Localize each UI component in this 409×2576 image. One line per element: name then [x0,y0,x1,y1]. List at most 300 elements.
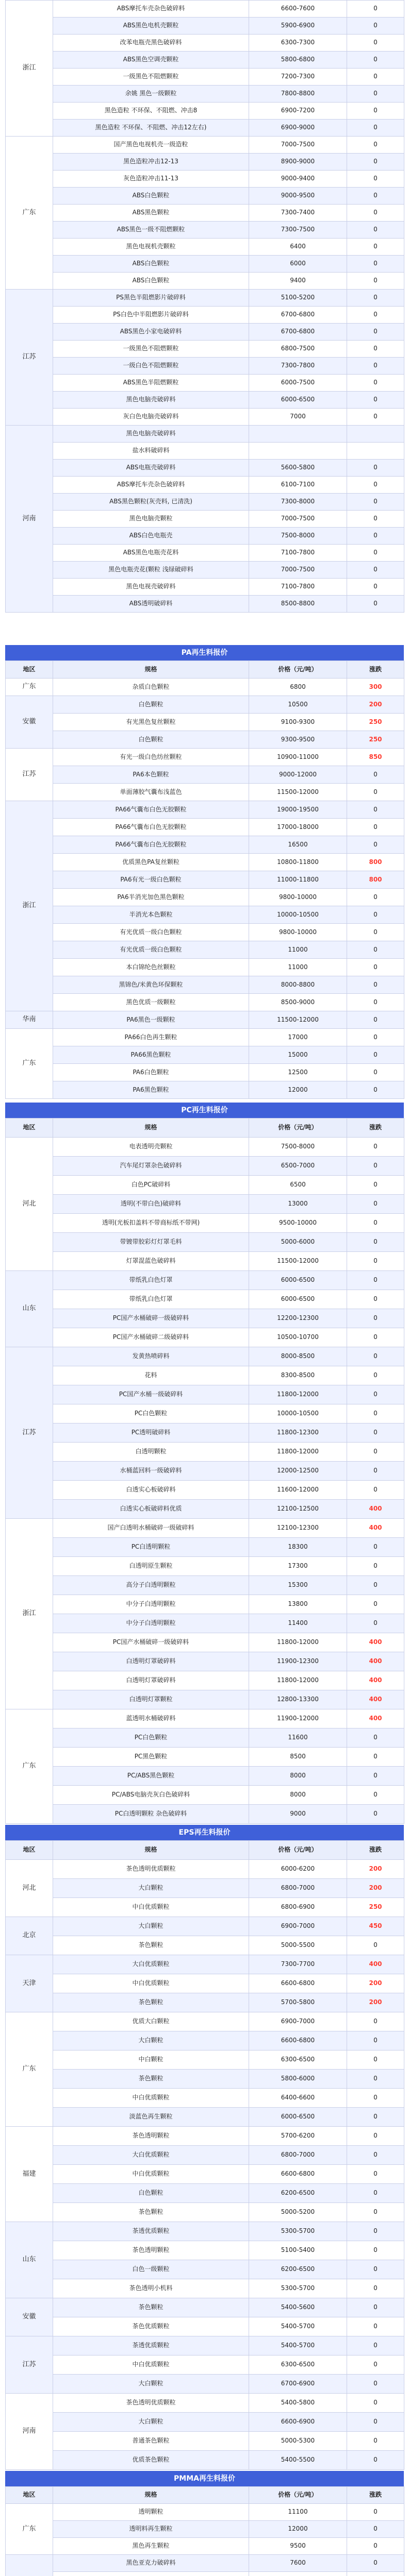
change-cell: 0 [347,290,404,307]
change-cell: 400 [347,1690,404,1709]
eps-header-cell: 规格 [53,1841,249,1860]
price-cell: 11500-12000 [249,1252,347,1271]
spec-cell: 国产黑色电视机壳一级造粒 [53,137,249,154]
spec-cell: PC白色颗粒 [53,1728,249,1748]
spec-cell: 半消光本色颗粒 [53,906,249,924]
spec-cell: 透明(光板扣盖料不带商标纸不带网) [53,1214,249,1233]
change-cell: 0 [347,1214,404,1233]
price-cell: 13800 [249,1595,347,1614]
spec-cell: 黑色造粒 不环保、不阻燃、冲击8 [53,103,249,120]
spec-cell: ABS白色颗粒 [53,188,249,205]
change-cell: 400 [347,1955,404,1974]
change-cell: 0 [347,2413,404,2432]
table-row [6,596,404,613]
change-cell: 0 [347,1233,404,1252]
table-row [6,1557,404,1576]
pmma-header-row [6,2487,404,2504]
table-row [6,324,404,341]
eps-section [5,1825,404,2470]
spec-cell: 一级白色不阻燃颗粒 [53,358,249,375]
price-cell: 6000-6500 [249,392,347,409]
table-row [6,392,404,409]
price-cell: 7500-8000 [249,1138,347,1157]
change-cell: 0 [347,1029,404,1046]
price-cell: 6800-7500 [249,341,347,358]
table-row [6,1157,404,1176]
table-row [6,2538,404,2555]
price-cell: 9500-10000 [249,1214,347,1233]
spec-cell: PS白色中半阻燃影片破碎料 [53,307,249,324]
table-row [6,2089,404,2108]
eps-section-title [5,1825,404,1840]
table-row [6,2070,404,2089]
table-row [6,256,404,273]
spec-cell: 中白优质颗粒 [53,1898,249,1917]
price-cell: 5000-5200 [249,2203,347,2222]
price-cell: 11900-12300 [249,1652,347,1671]
spec-cell: 大白颗粒 [53,2375,249,2394]
change-cell: 0 [347,86,404,103]
price-cell: 5100-5400 [249,2241,347,2260]
spec-cell: 中白优质颗粒 [53,2089,249,2108]
price-cell: 11800-12000 [249,1443,347,1462]
spec-cell: 茶色透明颗粒 [53,2127,249,2146]
region-cell: 广东 [6,679,53,696]
table-row [6,375,404,392]
table-row [6,836,404,854]
pmma-section-title [5,2471,404,2486]
price-cell [249,2572,347,2576]
table-row [6,307,404,324]
change-cell: 0 [347,1046,404,1064]
table-row [6,2165,404,2184]
table-row [6,2355,404,2375]
change-cell: 450 [347,1917,404,1936]
change-cell: 0 [347,2127,404,2146]
spec-cell: 茶色颗粒 [53,2070,249,2089]
change-cell: 0 [347,1614,404,1633]
table-row [6,994,404,1011]
spec-cell: 优质黑色PA复丝颗粒 [53,854,249,871]
spec-cell: 淡蓝色再生颗粒 [53,2108,249,2127]
change-cell: 0 [347,579,404,596]
change-cell: 0 [347,959,404,976]
price-cell: 7300-8000 [249,494,347,511]
price-cell: 9500 [249,2538,347,2555]
spec-cell: 本白锦纶色丝颗粒 [53,959,249,976]
table-row [6,1993,404,2012]
price-cell: 17300 [249,1557,347,1576]
price-cell: 6000-6200 [249,1860,347,1879]
pa-header-cell: 价格（元/吨） [249,661,347,679]
table-row [6,1443,404,1462]
change-cell: 300 [347,679,404,696]
pmma-price-table [5,2486,404,2576]
spec-cell: 大白优质颗粒 [53,1955,249,1974]
pc-header-cell: 地区 [6,1118,53,1138]
table-row [6,409,404,426]
spec-cell [53,2572,249,2576]
pc-section [5,1103,404,1824]
price-cell: 12000-12500 [249,1462,347,1481]
region-cell: 广东 [6,2012,53,2127]
spec-cell: 白色颗粒 [53,2184,249,2203]
change-cell: 0 [347,2089,404,2108]
price-cell: 7800-8800 [249,86,347,103]
spec-cell: 水桶蓝回料一级破碎料 [53,1462,249,1481]
spec-cell: 优质大白颗粒 [53,2012,249,2031]
table-row [6,171,404,188]
change-cell: 0 [347,2031,404,2050]
price-cell: 8000-8800 [249,976,347,994]
change-cell: 0 [347,1423,404,1443]
table-row [6,1385,404,1404]
spec-cell: 白色一级颗粒 [53,2260,249,2279]
table-row [6,154,404,171]
change-cell: 200 [347,696,404,714]
table-row [6,2394,404,2413]
change-cell: 0 [347,2336,404,2355]
table-row [6,562,404,579]
table-row [6,290,404,307]
spec-cell: ABS黑色颗粒(灰壳料, 已清洗) [53,494,249,511]
table-row [6,1805,404,1824]
table-row [6,1366,404,1385]
spec-cell: PA6黑色颗粒 [53,1081,249,1099]
table-row [6,1081,404,1099]
spec-cell: 国产白透明水桶破碎一级破碎料 [53,1519,249,1538]
table-row [6,2504,404,2521]
region-cell: 浙江 [6,1,53,137]
price-cell: 12500 [249,1064,347,1081]
table-row [6,749,404,766]
change-cell: 0 [347,1786,404,1805]
price-cell: 5300-5700 [249,2222,347,2241]
price-cell: 7000-7500 [249,562,347,579]
price-cell: 11000 [249,959,347,976]
spec-cell: PA66白色再生颗粒 [53,1029,249,1046]
price-cell [249,426,347,443]
pc-header-cell: 涨跌 [347,1118,404,1138]
spec-cell: 带镀带胶彩灯灯罩毛料 [53,1233,249,1252]
change-cell: 0 [347,2394,404,2413]
table-row [6,2375,404,2394]
change-cell: 0 [347,1366,404,1385]
table-row [6,2184,404,2203]
change-cell: 0 [347,171,404,188]
change-cell: 0 [347,409,404,426]
change-cell: 0 [347,836,404,854]
spec-cell: 大白颗粒 [53,2031,249,2050]
eps-price-table [5,1840,404,2470]
change-cell: 0 [347,2203,404,2222]
table-row [6,205,404,222]
price-cell: 11800-12000 [249,1671,347,1690]
spec-cell: ABS电瓶壳破碎料 [53,460,249,477]
region-cell: 浙江 [6,801,53,1011]
table-row [6,2012,404,2031]
region-cell: 河北 [6,1860,53,1917]
table-row [6,1538,404,1557]
spec-cell: 灰色造粒冲击11-13 [53,171,249,188]
price-cell: 10800-11800 [249,854,347,871]
spec-cell: ABS摩托车壳杂色破碎料 [53,1,249,18]
region-cell: 江苏 [6,2336,53,2394]
table-row [6,2260,404,2279]
price-cell: 10900-11000 [249,749,347,766]
spec-cell: 黑色造粒 不环保、不阻燃、冲击12左右) [53,120,249,137]
pmma-section [5,2471,404,2576]
price-cell: 6200-6500 [249,2260,347,2279]
region-cell: 安徽 [6,696,53,749]
price-cell: 9800-10000 [249,924,347,941]
change-cell: 0 [347,1728,404,1748]
table-row [6,1481,404,1500]
table-row [6,528,404,545]
price-cell: 6300-6500 [249,2355,347,2375]
table-row [6,1879,404,1898]
change-cell: 0 [347,341,404,358]
eps-header-cell: 涨跌 [347,1841,404,1860]
price-cell: 6900-7000 [249,1917,347,1936]
table-row [6,889,404,906]
table-row [6,2279,404,2298]
price-cell: 13000 [249,1195,347,1214]
price-cell: 10000-10500 [249,906,347,924]
price-cell: 6300-6500 [249,2050,347,2070]
table-row [6,1423,404,1443]
table-row [6,1860,404,1879]
table-row [6,1252,404,1271]
table-row [6,1633,404,1652]
table-row [6,1652,404,1671]
price-cell: 15300 [249,1576,347,1595]
eps-header-cell: 地区 [6,1841,53,1860]
spec-cell: PC国产水桶破碎二级破碎料 [53,1328,249,1347]
table-row [6,2222,404,2241]
change-cell: 0 [347,2165,404,2184]
change-cell: 0 [347,1805,404,1824]
table-row [6,120,404,137]
spec-cell: 黑色电视机壳颗粒 [53,239,249,256]
spec-cell: 灰白色电脑壳破碎料 [53,409,249,426]
change-cell: 0 [347,766,404,784]
spec-cell: 一级黑色不阻燃颗粒 [53,341,249,358]
table-row [6,2317,404,2336]
change-cell: 0 [347,137,404,154]
table-row [6,1462,404,1481]
change-cell: 0 [347,1748,404,1767]
table-row [6,1271,404,1290]
table-row [6,2572,404,2576]
region-cell: 河北 [6,1138,53,1271]
change-cell: 0 [347,358,404,375]
spec-cell: PA6有光一级白色颗粒 [53,871,249,889]
change-cell: 0 [347,460,404,477]
spec-cell: PC国产水桶破碎一级破碎料 [53,1633,249,1652]
table-row [6,1046,404,1064]
change-cell: 0 [347,1138,404,1157]
price-cell: 5600-5800 [249,460,347,477]
table-row [6,1595,404,1614]
pa-header-cell: 规格 [53,661,249,679]
price-cell: 5400-5700 [249,2336,347,2355]
pmma-header-cell: 价格（元/吨） [249,2487,347,2504]
table-row [6,1786,404,1805]
region-cell: 天津 [6,1955,53,2012]
change-cell: 0 [347,1404,404,1423]
spec-cell: 黑色电瓶壳花(颗粒 浅绿破碎料 [53,562,249,579]
pmma-title-text: PMMA再生料报价 [174,2475,235,2483]
pc-price-table [5,1118,404,1824]
pa-header-row [6,661,404,679]
region-cell: 安徽 [6,2298,53,2336]
price-cell: 6400 [249,239,347,256]
change-cell: 850 [347,749,404,766]
spec-cell: 黑色电脑壳破碎料 [53,392,249,409]
price-cell: 6000-6500 [249,1271,347,1290]
pc-header-cell: 价格（元/吨） [249,1118,347,1138]
change-cell: 400 [347,1500,404,1519]
change-cell: 0 [347,2538,404,2555]
table-row [6,2555,404,2572]
spec-cell: 一级黑色不阻燃颗粒 [53,69,249,86]
change-cell [347,2572,404,2576]
table-row [6,1029,404,1046]
table-row [6,1404,404,1423]
price-cell: 7000-7500 [249,511,347,528]
price-cell: 11800-12300 [249,1423,347,1443]
price-cell: 12200-12300 [249,1309,347,1328]
price-cell: 10500-10700 [249,1328,347,1347]
spec-cell: 黑色再生颗粒 [53,2538,249,2555]
price-cell: 9300-9500 [249,731,347,749]
spec-cell: PC国产水桶破碎一级破碎料 [53,1309,249,1328]
table-row [6,784,404,801]
price-cell: 6800 [249,679,347,696]
table-row [6,443,404,460]
table-row [6,731,404,749]
table-row [6,239,404,256]
spec-cell: 优质茶色颗粒 [53,2451,249,2470]
spec-cell: 中白优质颗粒 [53,1974,249,1993]
change-cell: 0 [347,994,404,1011]
change-cell: 0 [347,2451,404,2470]
change-cell: 0 [347,120,404,137]
region-cell: 江苏 [6,290,53,426]
change-cell: 0 [347,2504,404,2521]
spec-cell: 汽车尾灯罩杂色破碎料 [53,1157,249,1176]
price-cell: 8000 [249,1767,347,1786]
price-cell: 12100-12500 [249,1500,347,1519]
change-cell: 0 [347,889,404,906]
spec-cell: 白透明灯罩破碎料 [53,1652,249,1671]
region-cell: 广东 [6,137,53,290]
change-cell: 0 [347,477,404,494]
table-row [6,2203,404,2222]
price-cell: 7100-7800 [249,579,347,596]
spec-cell: ABS黑色半阻燃颗粒 [53,375,249,392]
table-row [6,188,404,205]
spec-cell: ABS黑色颗粒 [53,205,249,222]
table-row [6,854,404,871]
price-cell: 7300-7400 [249,205,347,222]
region-cell: 浙江 [6,1519,53,1709]
table-row [6,2108,404,2127]
spec-cell: 蓝透明水桶破碎料 [53,1709,249,1728]
pc-section-title [5,1103,404,1118]
change-cell: 200 [347,1993,404,2012]
change-cell: 0 [347,2279,404,2298]
spec-cell: 有光优质一级白色颗粒 [53,941,249,959]
price-cell: 6900-9000 [249,120,347,137]
spec-cell: 茶色透明优质颗粒 [53,1860,249,1879]
change-cell: 0 [347,1936,404,1955]
change-cell: 0 [347,494,404,511]
spec-cell: 透明料再生颗粒 [53,2521,249,2538]
change-cell: 0 [347,1,404,18]
price-cell: 8900-9000 [249,154,347,171]
change-cell: 0 [347,2241,404,2260]
price-cell: 15000 [249,1046,347,1064]
change-cell [347,443,404,460]
table-row [6,1576,404,1595]
change-cell: 0 [347,2260,404,2279]
price-cell: 9400 [249,273,347,290]
change-cell: 0 [347,1271,404,1290]
table-row [6,1,404,18]
price-cell: 6000-7500 [249,375,347,392]
price-cell: 6600-6800 [249,2031,347,2050]
change-cell: 0 [347,2222,404,2241]
table-row [6,1500,404,1519]
table-row [6,2336,404,2355]
change-cell: 800 [347,854,404,871]
table-row [6,35,404,52]
table-row [6,1614,404,1633]
spec-cell: 有光优质一级白色颗粒 [53,924,249,941]
change-cell: 0 [347,976,404,994]
spec-cell: PC白透明颗粒 [53,1538,249,1557]
pmma-header-cell: 地区 [6,2487,53,2504]
table-row [6,959,404,976]
change-cell: 0 [347,35,404,52]
spec-cell: PA66气囊布白色无胶颗粒 [53,801,249,819]
spec-cell: PC/ABS电脑壳灰白色破碎料 [53,1786,249,1805]
spec-cell: 白色颗粒 [53,731,249,749]
pc-title-text: PC再生料报价 [181,1106,228,1114]
price-cell: 6000-6500 [249,1290,347,1309]
price-cell: 8000 [249,1786,347,1805]
price-cell: 5400-5600 [249,2298,347,2317]
price-cell: 5000-6000 [249,1233,347,1252]
spec-cell: 中白优质颗粒 [53,2355,249,2375]
table-row [6,1974,404,1993]
region-cell: 广东 [6,1029,53,1099]
table-row [6,358,404,375]
table-row [6,2146,404,2165]
price-cell: 7300-7800 [249,358,347,375]
change-cell: 0 [347,273,404,290]
change-cell: 0 [347,2184,404,2203]
table-row [6,2413,404,2432]
price-cell: 8500 [249,1748,347,1767]
change-cell: 0 [347,1081,404,1099]
change-cell: 0 [347,205,404,222]
change-cell: 0 [347,2355,404,2375]
spec-cell: ABS摩托车壳杂色破碎料 [53,477,249,494]
table-row [6,460,404,477]
